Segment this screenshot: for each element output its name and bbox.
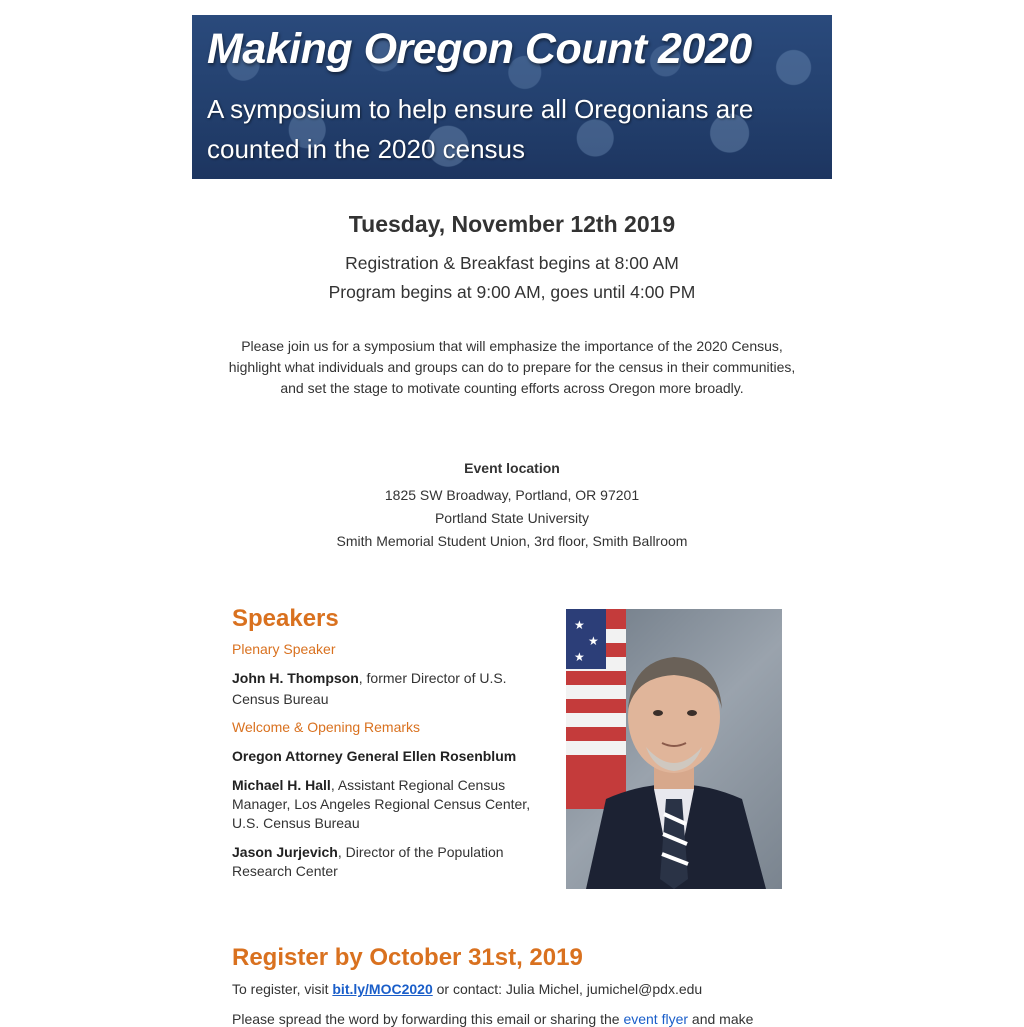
spread-word-prefix: Please spread the word by forwarding this email or sharing the	[232, 1011, 624, 1027]
register-contact-text: or contact: Julia Michel, jumichel@pdx.edu	[432, 981, 703, 997]
speakers-section	[232, 605, 552, 881]
svg-text:★: ★	[574, 650, 585, 664]
plenary-speaker-name: John H. Thompson	[232, 670, 359, 686]
location-room: Smith Memorial Student Union, 3rd floor, Smith Ballroom	[336, 533, 688, 549]
spread-word-suffix: and make	[688, 1011, 754, 1027]
location-heading: Event location	[464, 460, 560, 476]
event-flyer-link[interactable]: event flyer	[623, 1011, 689, 1027]
banner-subtitle: A symposium to help ensure all Oregonians are counted in the 2020 census	[207, 94, 754, 164]
intro-paragraph: Please join us for a symposium that will emphasize the importance of the 2020 Census, highlight what individuals and groups can do to prepare for the census in their communities, and set the stage to motivate counting efforts across Oregon more broadly.	[228, 338, 796, 396]
register-heading: Register by October 31st, 2019	[232, 944, 583, 971]
location-address: 1825 SW Broadway, Portland, OR 97201	[384, 487, 640, 503]
speaker-name-hall: Michael H. Hall	[232, 777, 331, 793]
event-date: Tuesday, November 12th 2019	[348, 211, 676, 237]
location-institution: Portland State University	[434, 510, 590, 526]
welcome-speaker-name: Oregon Attorney General Ellen Rosenblum	[232, 748, 517, 764]
header-banner	[192, 15, 832, 179]
register-visit-text: To register, visit	[232, 981, 333, 997]
welcome-remarks-label: Welcome & Opening Remarks	[232, 719, 421, 735]
speaker-entry-jurjevich	[232, 843, 552, 881]
plenary-speaker-entry	[232, 668, 552, 710]
speaker-role-jurjevich: , Director of the Population Research Center	[232, 844, 504, 879]
speaker-role-hall: , Assistant Regional Census Manager, Los Angeles Regional Census Center, U.S. Census Bureau	[232, 777, 531, 831]
plenary-speaker-role: , former Director of U.S. Census Bureau	[232, 670, 507, 707]
svg-text:★: ★	[574, 618, 585, 632]
speakers-heading: Speakers	[232, 605, 339, 632]
register-instructions	[232, 981, 792, 997]
program-time: Program begins at 9:00 AM, goes until 4:00 PM	[328, 282, 696, 302]
registration-time: Registration & Breakfast begins at 8:00 AM	[345, 253, 679, 273]
plenary-speaker-label: Plenary Speaker	[232, 641, 336, 657]
spread-word-text	[232, 1011, 792, 1027]
speaker-portrait-illustration	[566, 609, 782, 889]
welcome-speaker-entry	[232, 747, 552, 766]
speaker-entry-hall	[232, 776, 552, 833]
register-section	[232, 944, 792, 1027]
svg-text:★: ★	[588, 634, 599, 648]
speaker-name-jurjevich: Jason Jurjevich	[232, 844, 338, 860]
register-link[interactable]: bit.ly/MOC2020	[332, 981, 433, 997]
speaker-photo	[566, 609, 782, 889]
banner-title: Making Oregon Count 2020	[207, 25, 752, 73]
